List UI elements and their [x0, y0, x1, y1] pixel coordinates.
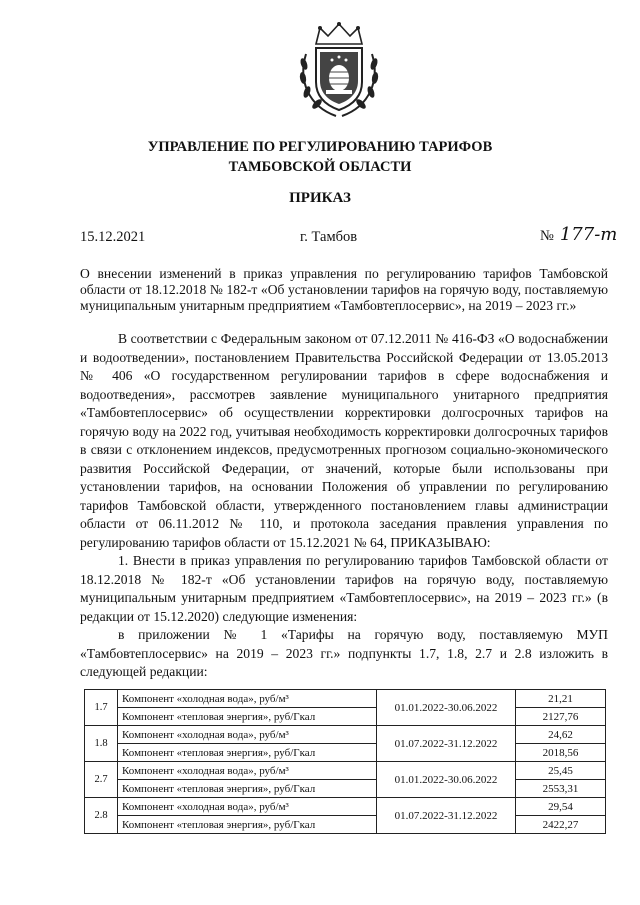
- document-date: 15.12.2021: [80, 229, 146, 245]
- component-name: Компонент «холодная вода», руб/м³: [118, 798, 377, 816]
- table-row: [85, 708, 606, 726]
- component-name: Компонент «холодная вода», руб/м³: [118, 726, 377, 744]
- tariff-value: 25,45: [516, 762, 606, 780]
- component-name: Компонент «тепловая энергия», руб/Гкал: [118, 816, 377, 834]
- tariff-value: 2553,31: [516, 780, 606, 798]
- document-subject: О внесении изменений в приказ управления по регулированию тарифов Тамбовской области от 18.12.2018 № 182-т «Об установлении тарифов на горячую воду, поставляемую муниципальным унитарным предприятием «Тамбовтеплосервис», на 2019 – 2023 гг.»: [80, 266, 608, 313]
- handwritten-number: 177-т: [559, 224, 618, 245]
- row-code: 1.7: [85, 690, 118, 726]
- organization-name: [0, 137, 640, 177]
- tariff-value: 2018,56: [516, 744, 606, 762]
- component-name: Компонент «холодная вода», руб/м³: [118, 762, 377, 780]
- coat-of-arms-icon: [296, 20, 382, 120]
- table-row: [85, 762, 606, 780]
- body-paragraph-2: 1. Внести в приказ управления по регулированию тарифов Тамбовской области от 18.12.2018 № 182-т «Об установлении тарифов на горячую воду, поставляемую муниципальным унитарным предприятием «Тамбовтеплосервис», на 2019 – 2023 гг.» (в редакции от 15.12.2020) следующие изменения:: [80, 553, 608, 624]
- tariff-value: 2422,27: [516, 816, 606, 834]
- component-name: Компонент «тепловая энергия», руб/Гкал: [118, 780, 377, 798]
- period-cell: 01.01.2022-30.06.2022: [377, 762, 516, 798]
- table-row: [85, 780, 606, 798]
- tariff-value: 2127,76: [516, 708, 606, 726]
- row-code: 2.7: [85, 762, 118, 798]
- document-type: ПРИКАЗ: [289, 190, 351, 206]
- period-cell: 01.01.2022-30.06.2022: [377, 690, 516, 726]
- tariff-value: 29,54: [516, 798, 606, 816]
- table-row: [85, 816, 606, 834]
- period-cell: 01.07.2022-31.12.2022: [377, 798, 516, 834]
- component-name: Компонент «тепловая энергия», руб/Гкал: [118, 708, 377, 726]
- table-row: [85, 690, 606, 708]
- period-cell: 01.07.2022-31.12.2022: [377, 726, 516, 762]
- tariff-table: [84, 689, 606, 834]
- document-city: г. Тамбов: [300, 229, 358, 245]
- body-paragraph-3: в приложении № 1 «Тарифы на горячую воду, поставляемую МУП «Тамбовтеплосервис» на 2019 – 2023 гг.» подпункты 1.7, 1.8, 2.7 и 2.8 изложить в следующей редакции:: [80, 627, 608, 679]
- organization-line-1: УПРАВЛЕНИЕ ПО РЕГУЛИРОВАНИЮ ТАРИФОВ: [147, 139, 493, 155]
- table-row: [85, 726, 606, 744]
- component-name: Компонент «холодная вода», руб/м³: [118, 690, 377, 708]
- table-row: [85, 798, 606, 816]
- body-paragraph-1: В соответствии с Федеральным законом от 07.12.2011 № 416-ФЗ «О водоснабжении и водоотведении», постановлением Правительства Российской Федерации от 13.05.2013 № 406 «О государственном регулировании тарифов в сфере водоснабжения и водоотведения», рассмотрев заявление муниципального унитарного предприятия «Тамбовтеплосервис» об осуществлении корректировки долгосрочных тарифов на горячую воду на 2022 год, учитывая необходимость корректировки долгосрочных тарифов в связи с отклонением индексов, предусмотренных прогнозом социально-экономического развития Российской Федерации, от значений, которые были использованы при установлении тарифов, на основании Положения об управлении по регулированию тарифов Тамбовской области, утвержденного постановлением главы администрации области от 06.11.2012 № 110, и протокола заседания правления управления по регулированию тарифов области от 15.12.2021 № 64, ПРИКАЗЫВАЮ:: [80, 331, 608, 550]
- component-name: Компонент «тепловая энергия», руб/Гкал: [118, 744, 377, 762]
- row-code: 1.8: [85, 726, 118, 762]
- document-number: [540, 224, 617, 245]
- tariff-value: 24,62: [516, 726, 606, 744]
- row-code: 2.8: [85, 798, 118, 834]
- table-row: [85, 744, 606, 762]
- tariff-value: 21,21: [516, 690, 606, 708]
- number-sign: №: [540, 228, 554, 244]
- document-body: [80, 330, 608, 682]
- organization-line-2: ТАМБОВСКОЙ ОБЛАСТИ: [228, 159, 412, 175]
